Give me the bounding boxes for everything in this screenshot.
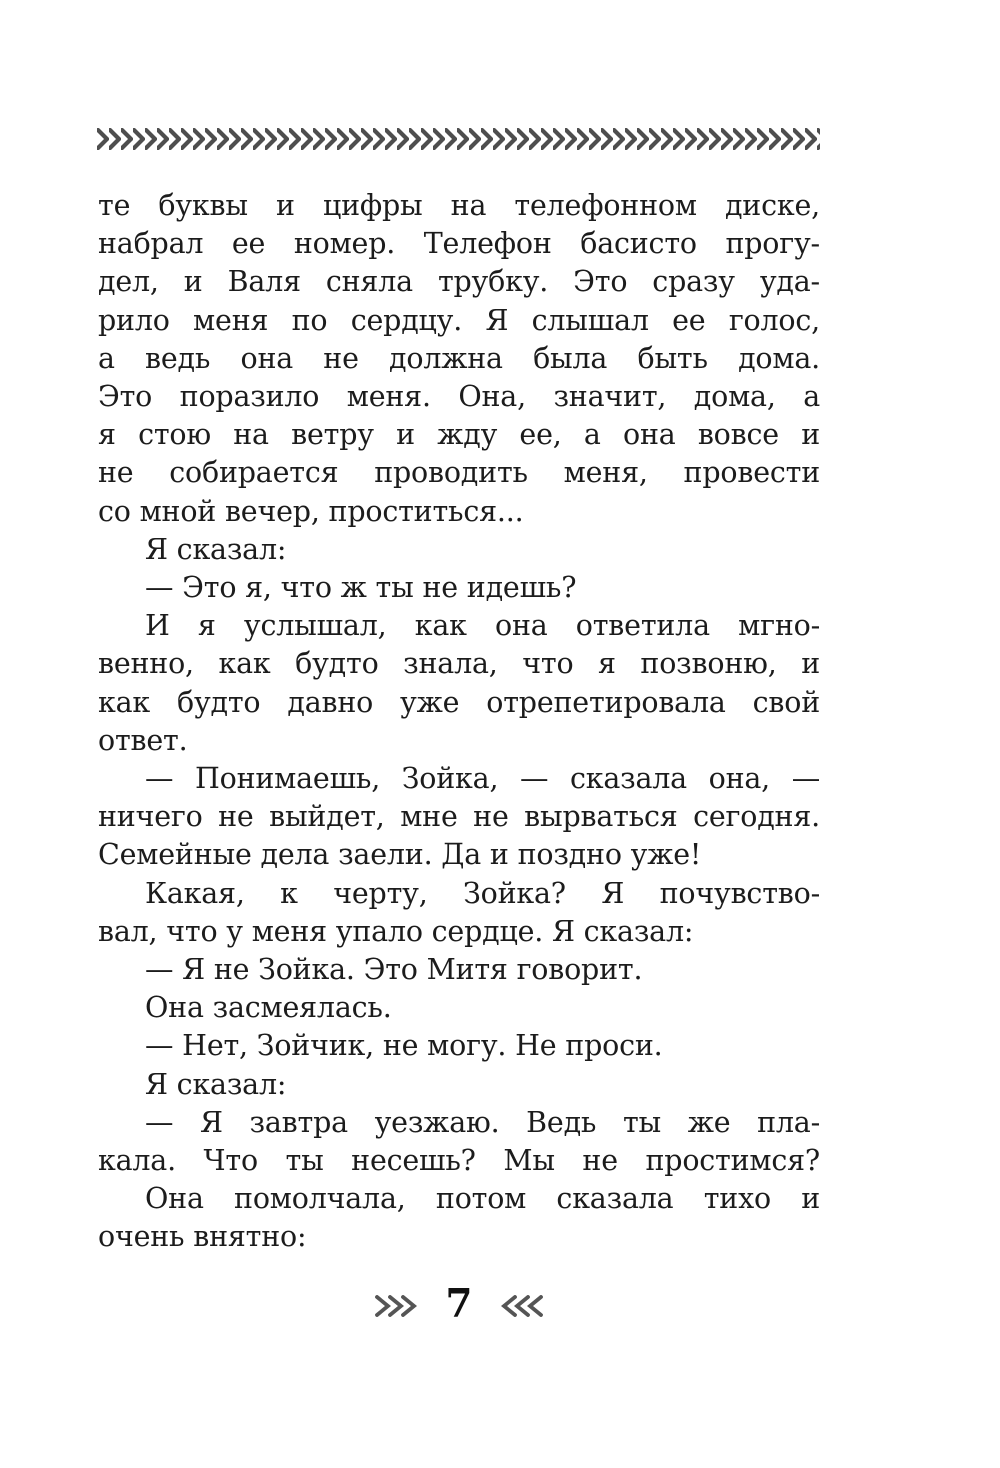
text-line: набрал ее номер. Телефон басисто прогу- xyxy=(98,227,820,261)
page-footer xyxy=(98,1280,820,1327)
page-number: 7 xyxy=(445,1280,473,1327)
text-line: не собирается проводить меня, провести xyxy=(98,456,820,490)
text-line: а ведь она не должна была быть дома. xyxy=(98,341,820,375)
text-line: — Понимаешь, Зойка, — сказала она, — xyxy=(145,762,820,796)
triple-chevron-left-icon xyxy=(500,1295,544,1317)
text-line: — Нет, Зойчик, не могу. Не проси. xyxy=(145,1029,663,1063)
text-line: Это поразило меня. Она, значит, дома, а xyxy=(98,380,820,414)
text-line: Она помолчала, потом сказала тихо и xyxy=(145,1182,820,1216)
text-line: Я сказал: xyxy=(145,532,287,566)
text-line: — Я не Зойка. Это Митя говорит. xyxy=(145,953,643,987)
text-line: — Я завтра уезжаю. Ведь ты же пла- xyxy=(145,1105,820,1139)
text-line: Какая, к черту, Зойка? Я почувство- xyxy=(145,876,820,910)
chevron-border-graphic xyxy=(97,128,820,150)
chevron-border xyxy=(97,128,820,150)
text-line: со мной вечер, проститься... xyxy=(98,494,524,528)
triple-chevron-right-icon xyxy=(374,1295,418,1317)
text-line: очень внятно: xyxy=(98,1220,307,1254)
text-line: — Это я, что ж ты не идешь? xyxy=(145,571,577,605)
text-line: дел, и Валя сняла трубку. Это сразу уда- xyxy=(98,265,820,299)
text-line: ничего не выйдет, мне не вырваться сегодня. xyxy=(98,800,820,834)
text-line: Она засмеялась. xyxy=(145,991,392,1025)
text-line: вал, что у меня упало сердце. Я сказал: xyxy=(98,914,694,948)
text-line: как будто давно уже отрепетировала свой xyxy=(98,685,820,719)
text-line: я стою на ветру и жду ее, а она вовсе и xyxy=(98,418,820,452)
text-line: Я сказал: xyxy=(145,1067,287,1101)
page-text xyxy=(98,187,820,1257)
text-line: Семейные дела заели. Да и поздно уже! xyxy=(98,838,702,872)
text-line: ответ. xyxy=(98,723,188,757)
text-line: кала. Что ты несешь? Мы не простимся? xyxy=(98,1144,820,1178)
text-line: венно, как будто знала, что я позвоню, и xyxy=(98,647,820,681)
text-line: И я услышал, как она ответила мгно- xyxy=(145,609,820,643)
text-line: те буквы и цифры на телефонном диске, xyxy=(98,189,820,222)
text-line: рило меня по сердцу. Я слышал ее голос, xyxy=(98,303,820,337)
